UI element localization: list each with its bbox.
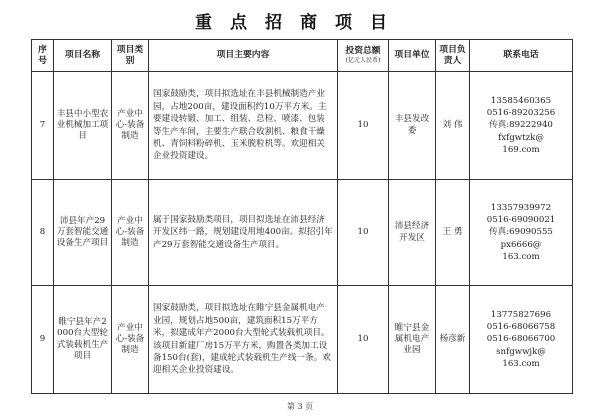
row-no: 7 [32,72,54,180]
row-phone [470,286,573,394]
row-unit: 沛县经济开发区 [389,180,436,286]
table-row [32,72,573,180]
phone-line: 13585460365 [490,96,552,107]
header-content: 项目主要内容 [149,40,338,72]
email-line: 163.com [502,251,540,262]
header-person: 项目负责人 [436,40,470,72]
header-investment-label: 投资总额 [345,46,381,57]
header-investment-unit: (亿元人民币) [345,57,381,65]
page-number: 第 3 页 [286,402,314,411]
row-investment: 10 [338,286,389,394]
row-category: 产业中心-装备制造 [112,286,149,394]
row-no: 8 [32,180,54,286]
header-name: 项目名称 [54,40,112,72]
header-investment [338,40,389,72]
row-content: 国家鼓励类，项目拟选址在睢宁县金属机电产业园，规划占地500亩，建筑面积15万平方米，拟建成年产2000台大型轮式装载机项目。该项目新建厂房15万平方米，购置各类加工设备150台(套)，建成轮式装载机生产线一条。欢迎相关企业投资建设。 [149,286,338,394]
row-person: 杨彦新 [436,286,470,394]
row-name: 沛县年产29万套智能交通设备生产项目 [54,180,112,286]
phone-line: 传真:69090555 [489,227,553,238]
phone-line: 13357939972 [490,203,552,214]
row-category: 产业中心-装备制造 [112,180,149,286]
phone-line: 0516-68066700 [486,334,556,345]
header-phone: 联系电话 [470,40,573,72]
row-name: 丰县中小型农业机械加工项目 [54,72,112,180]
table-header-row [32,40,573,72]
row-unit: 丰县发改委 [389,72,436,180]
row-content: 属于国家鼓励类项目，项目拟选址在沛县经济开发区纬一路，规划建设用地400亩。拟招引年产29万套智能交通设备生产项目。 [149,180,338,286]
row-investment: 10 [338,180,389,286]
row-no: 9 [32,286,54,394]
header-category: 项目类别 [112,40,149,72]
phone-line: 13775827696 [490,310,552,321]
row-investment: 10 [338,72,389,180]
email-line: fxfgwtzk@ [498,132,544,143]
row-unit: 睢宁县金属机电产业园 [389,286,436,394]
email-line: 163.com [502,358,540,369]
email-line: 169.com [502,144,540,155]
row-phone [470,180,573,286]
email-line: px6666@ [500,239,542,250]
row-category: 产业中心-装备制造 [112,72,149,180]
row-phone [470,72,573,180]
phone-line: 传真:89222940 [489,120,553,131]
row-content: 国家鼓励类，项目拟选址在丰县机械制造产业园，占地200亩，建设面积约10万平方米。主要建设转锻、加工、组装、总检、喷漆、包装等生产车间，主要生产联合收割机、粮食干燥机、青饲料粉碎机、玉米脱粒机等。欢迎相关企业投资建设。 [149,72,338,180]
page-title: 重点招商项目 [195,13,405,33]
email-line: snfgwwjk@ [496,346,546,357]
table-row [32,180,573,286]
row-name: 睢宁县年产2000台大型轮式装载机生产项目 [54,286,112,394]
phone-line: 0516-89203256 [486,108,556,119]
phone-line: 0516-69090021 [486,215,556,226]
projects-table [31,39,573,394]
table-row [32,286,573,394]
header-no: 序号 [32,40,54,72]
header-unit: 项目单位 [389,40,436,72]
phone-line: 0516-68066758 [486,322,556,333]
row-person: 刘 伟 [436,72,470,180]
row-person: 王 勇 [436,180,470,286]
